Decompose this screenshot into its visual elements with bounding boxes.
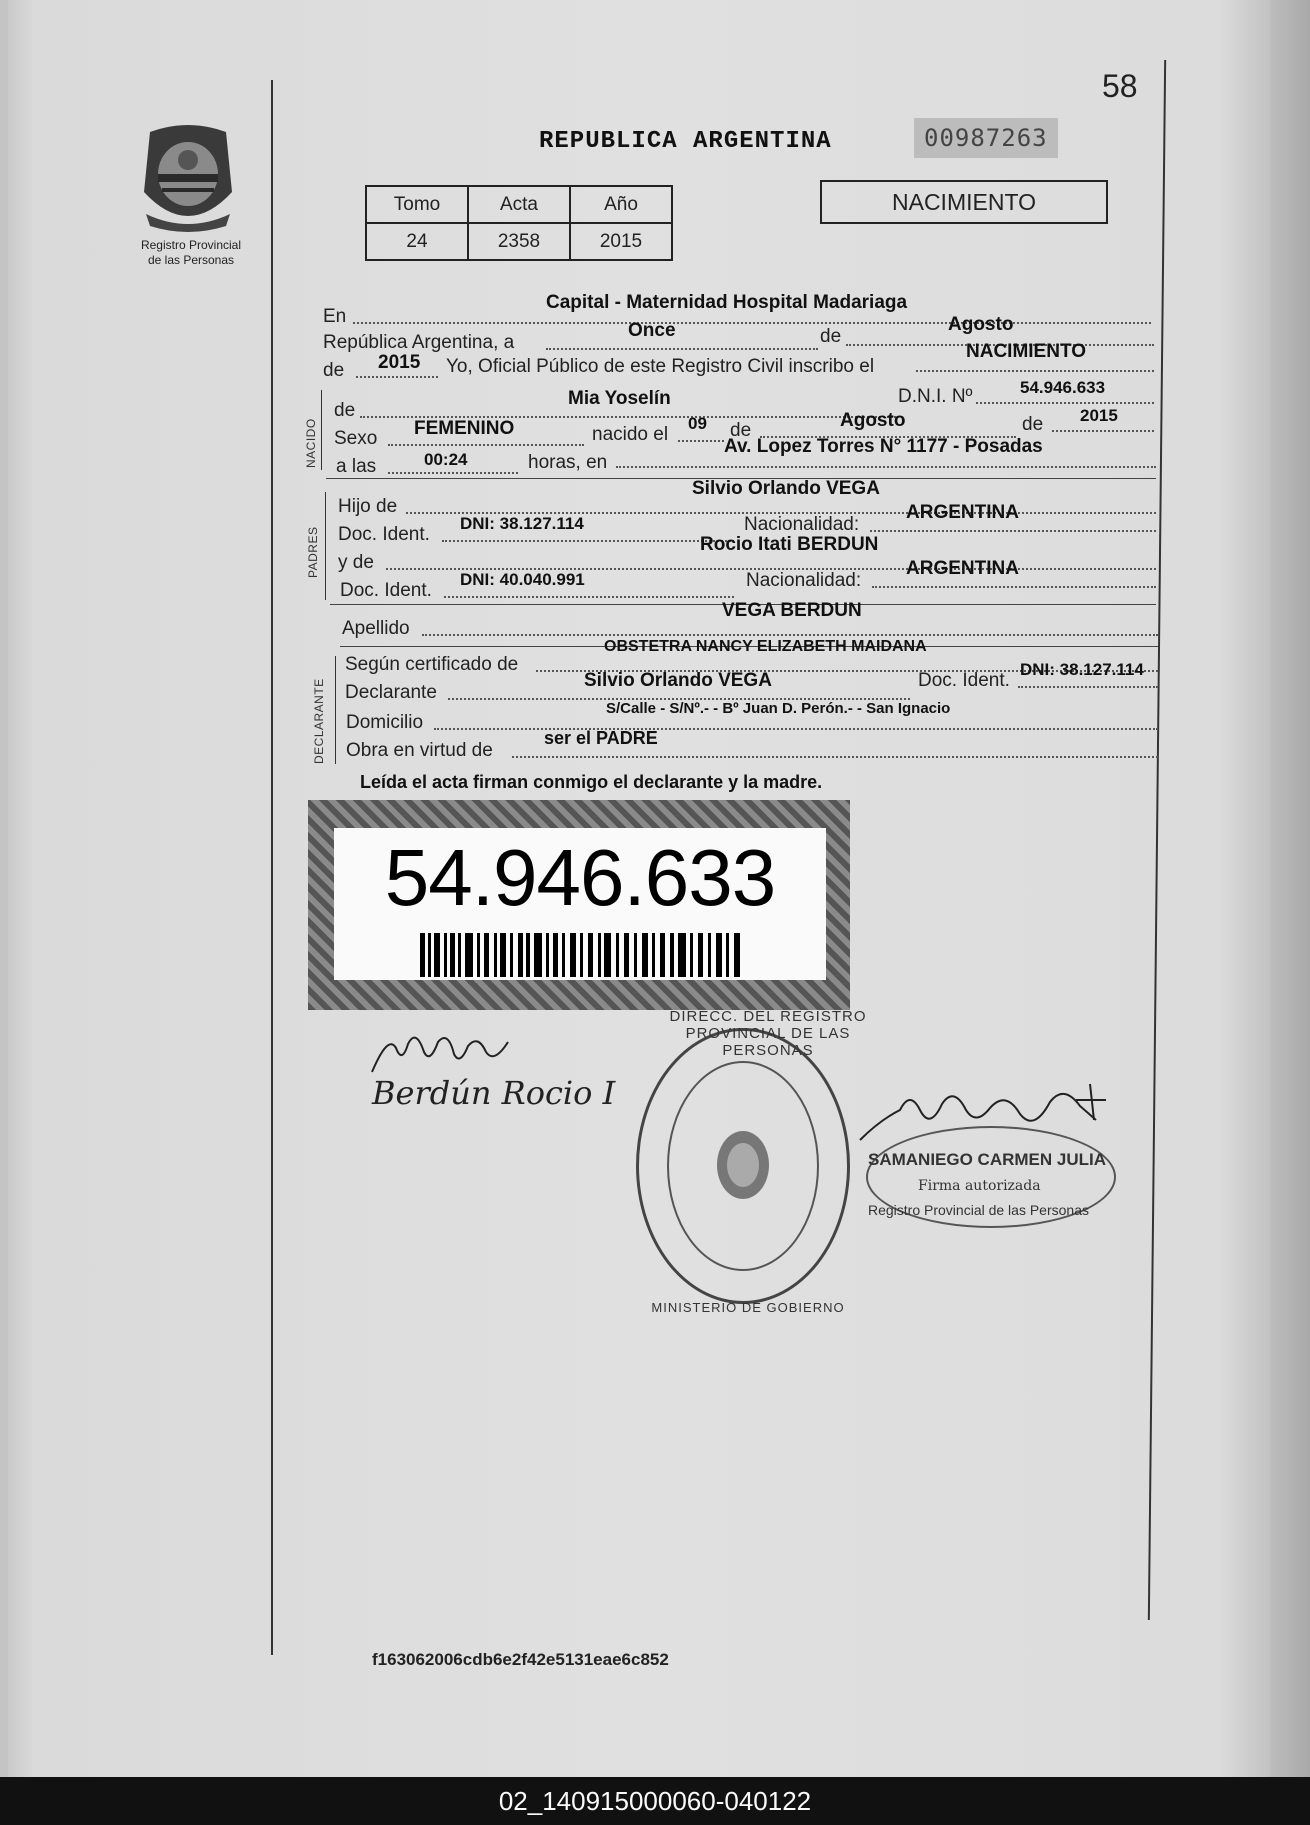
official-org: Registro Provincial de las Personas	[868, 1202, 1089, 1218]
page-edge-shadow	[1270, 0, 1310, 1777]
dotted-line	[444, 596, 734, 598]
left-margin-line	[271, 80, 273, 1655]
stamp-crest-icon	[713, 1125, 773, 1205]
dotted-line	[870, 530, 1156, 532]
dotted-line	[616, 466, 1156, 468]
file-footer: 02_140915000060-040122	[0, 1777, 1310, 1825]
segun-label: Según certificado de	[345, 654, 519, 675]
father-doc-value: DNI: 38.127.114	[460, 514, 584, 533]
birth-time-value: 00:24	[424, 450, 468, 469]
mother-nat-value: ARGENTINA	[906, 558, 1019, 579]
section-bracket	[335, 656, 336, 764]
dotted-line	[678, 440, 724, 442]
dni-label: D.N.I. Nº	[898, 386, 973, 407]
dotted-line	[1018, 686, 1158, 688]
official-role: Firma autorizada	[918, 1178, 1041, 1194]
anio-value: 2015	[570, 223, 672, 260]
child-dni-value: 54.946.633	[1020, 378, 1106, 397]
mother-doc-value: DNI: 40.040.991	[460, 570, 585, 589]
nacido-section-label: NACIDO	[304, 418, 318, 468]
official-name: SAMANIEGO CARMEN JULIA	[868, 1150, 1107, 1169]
serial-number: 00987263	[914, 118, 1058, 158]
father-name-value: Silvio Orlando VEGA	[692, 478, 880, 499]
declarante-doc-value: DNI: 38.127.114	[1020, 660, 1144, 679]
sexo-label: Sexo	[334, 428, 378, 449]
y-de-label: y de	[338, 552, 374, 573]
declarante-value: Silvio Orlando VEGA	[584, 670, 772, 691]
dotted-line	[512, 756, 1158, 758]
birth-day-value: 09	[688, 414, 707, 433]
father-doc-label: Doc. Ident.	[338, 524, 430, 545]
day-written-value: Once	[628, 320, 676, 341]
registry-label-line2: de las Personas	[147, 253, 235, 267]
page-number: 58	[1102, 68, 1138, 104]
father-signature	[368, 1024, 528, 1080]
record-type-box: NACIMIENTO	[820, 180, 1108, 224]
domicilio-label: Domicilio	[346, 712, 424, 733]
month-value: Agosto	[948, 314, 1014, 335]
dotted-line	[1052, 430, 1154, 432]
stamp-inner-text: MINISTERIO DE GOBIERNO	[651, 1300, 845, 1315]
mother-nat-label: Nacionalidad:	[746, 570, 862, 591]
de-year-label: de	[323, 360, 345, 381]
birth-year-value: 2015	[1080, 406, 1118, 425]
birth-month-value: Agosto	[840, 410, 906, 431]
obra-value: ser el PADRE	[544, 728, 658, 748]
anio-header: Año	[570, 186, 672, 223]
tomo-value: 24	[366, 223, 468, 260]
book-reference-table	[365, 185, 673, 261]
birth-year-de-label: de	[1022, 414, 1044, 435]
dotted-line	[976, 402, 1154, 404]
document-sheet	[8, 0, 1270, 1777]
declarante-section-label: DECLARANTE	[312, 678, 326, 764]
section-bracket	[321, 390, 322, 470]
father-nat-value: ARGENTINA	[906, 502, 1019, 523]
mother-doc-label: Doc. Ident.	[340, 580, 432, 601]
dotted-line	[388, 472, 518, 474]
right-margin-line	[1148, 60, 1166, 1620]
nacido-de-label: de	[334, 400, 356, 421]
stamp-outer-text: DIRECC. DEL REGISTRO PROVINCIAL DE LAS PERSONAS	[669, 1008, 867, 1059]
dotted-line	[422, 634, 1158, 636]
acta-value: 2358	[468, 223, 570, 260]
apellido-value: VEGA BERDUN	[722, 600, 862, 621]
registry-label-line1: Registro Provincial	[140, 238, 242, 252]
de-label: de	[820, 326, 842, 347]
sexo-value: FEMENINO	[414, 418, 515, 439]
dotted-line	[546, 348, 818, 350]
document-title: REPUBLICA ARGENTINA	[539, 128, 832, 155]
dotted-line	[916, 370, 1154, 372]
tomo-header: Tomo	[366, 186, 468, 223]
dotted-line	[434, 728, 1158, 730]
declarante-doc-label: Doc. Ident.	[918, 670, 1010, 691]
padres-section-label: PADRES	[306, 526, 320, 578]
en-label: En	[323, 306, 347, 327]
section-bracket	[325, 492, 326, 600]
hijo-de-label: Hijo de	[338, 496, 398, 517]
birth-de-label: de	[730, 420, 752, 441]
dotted-line	[353, 322, 1151, 324]
domicilio-value: S/Calle - S/Nº.- - Bº Juan D. Perón.- - San Ignacio	[606, 700, 951, 717]
nacido-el-label: nacido el	[592, 424, 669, 445]
dotted-line	[442, 540, 734, 542]
barcode-number: 54.946.633	[384, 833, 776, 922]
dotted-line	[872, 586, 1156, 588]
horas-label: horas, en	[528, 452, 608, 473]
barcode-inner	[334, 828, 826, 980]
child-name-value: Mia Yoselín	[568, 388, 671, 409]
apellido-label: Apellido	[342, 618, 410, 639]
official-round-stamp	[636, 1028, 850, 1304]
certificado-value: OBSTETRA NANCY ELIZABETH MAIDANA	[604, 638, 927, 655]
dotted-line	[388, 444, 584, 446]
declaration-text: Leída el acta firman conmigo el declarante y la madre.	[360, 772, 823, 792]
barcode-bars	[420, 933, 744, 977]
registry-label	[126, 238, 256, 268]
act-type-value: NACIMIENTO	[966, 341, 1086, 362]
document-hash: f163062006cdb6e2f42e5131eae6c852	[372, 1650, 669, 1669]
dotted-line	[356, 376, 438, 378]
birth-place-value: Av. Lopez Torres N° 1177 - Posadas	[724, 436, 1043, 457]
place-value: Capital - Maternidad Hospital Madariaga	[546, 292, 908, 313]
a-las-label: a las	[336, 456, 377, 477]
acta-header: Acta	[468, 186, 570, 223]
republica-label: República Argentina, a	[323, 332, 515, 353]
father-nat-label: Nacionalidad:	[744, 514, 860, 535]
obra-label: Obra en virtud de	[346, 740, 493, 761]
year-value: 2015	[378, 352, 421, 373]
mother-name-value: Rocio Itati BERDUN	[700, 534, 879, 555]
barcode-label	[308, 800, 850, 1010]
oficial-text: Yo, Oficial Público de este Registro Civil inscribo el	[446, 356, 875, 377]
mother-signature: Berdún Rocio I	[372, 1074, 616, 1112]
misiones-crest-logo	[136, 122, 240, 234]
declarante-label: Declarante	[345, 682, 437, 703]
